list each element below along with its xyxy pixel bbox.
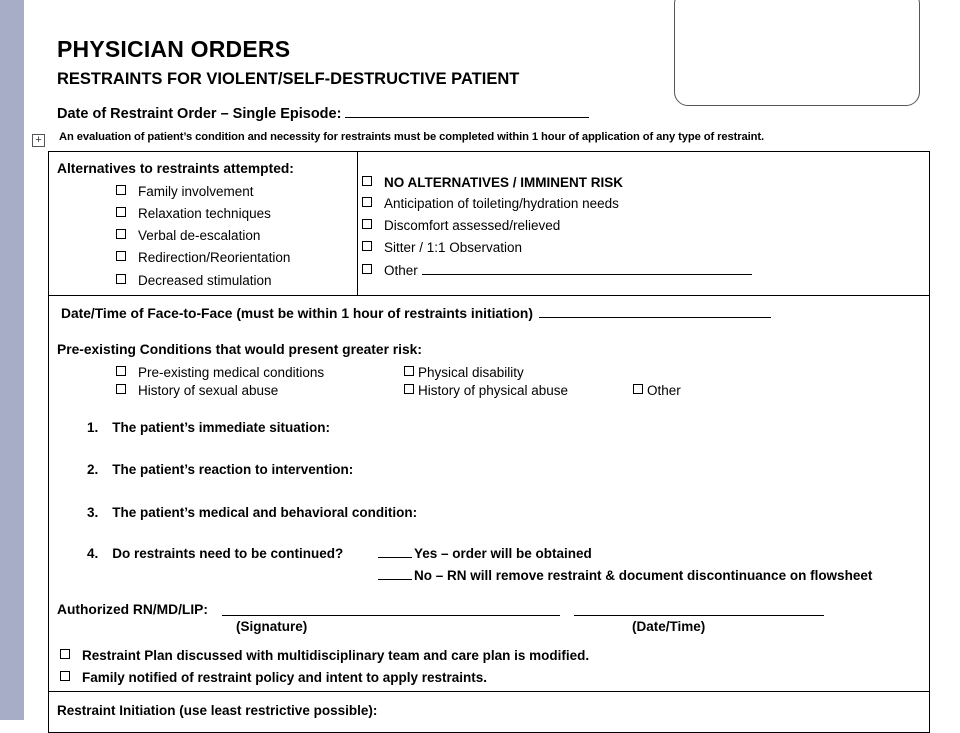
continue-no-blank[interactable]	[378, 579, 412, 580]
checkbox[interactable]	[116, 384, 126, 394]
authorized-label: Authorized RN/MD/LIP:	[57, 602, 208, 617]
checkbox[interactable]	[404, 384, 414, 394]
section-divider	[48, 295, 930, 296]
checkbox[interactable]	[116, 274, 126, 284]
checkbox[interactable]	[116, 229, 126, 239]
question-1: 1. The patient’s immediate situation:	[87, 420, 331, 435]
face-to-face-field[interactable]	[61, 306, 771, 321]
page-subtitle: RESTRAINTS FOR VIOLENT/SELF-DESTRUCTIVE PATIENT	[57, 70, 520, 88]
section-divider	[48, 691, 930, 692]
family-notified-item[interactable]: Family notified of restraint policy and intent to apply restraints.	[60, 670, 487, 685]
alt-decreased-stimulation[interactable]: Decreased stimulation	[116, 273, 272, 288]
checkbox[interactable]	[116, 366, 126, 376]
checkbox[interactable]	[116, 185, 126, 195]
continue-no-option[interactable]: No – RN will remove restraint & document discontinuance on flowsheet	[378, 568, 872, 583]
question-3: 3. The patient’s medical and behavioral condition:	[87, 505, 418, 520]
alt-no-alternatives[interactable]: NO ALTERNATIVES / IMMINENT RISK	[362, 175, 623, 190]
page-title: PHYSICIAN ORDERS	[57, 36, 291, 62]
alt-relaxation-techniques[interactable]: Relaxation techniques	[116, 206, 271, 221]
alt-redirection-reorientation[interactable]: Redirection/Reorientation	[116, 250, 290, 265]
alt-other-blank[interactable]	[422, 274, 752, 275]
checkbox[interactable]	[116, 251, 126, 261]
alternatives-column-divider	[357, 151, 358, 295]
pre-physical-disability[interactable]: Physical disability	[404, 365, 524, 380]
continue-yes-option[interactable]: Yes – order will be obtained	[378, 546, 592, 561]
continue-yes-blank[interactable]	[378, 557, 412, 558]
checkbox[interactable]	[404, 366, 414, 376]
pre-physical-abuse[interactable]: History of physical abuse	[404, 383, 568, 398]
face-to-face-blank[interactable]	[539, 317, 771, 318]
pre-medical-conditions[interactable]: Pre-existing medical conditions	[116, 365, 324, 380]
signature-caption: (Signature)	[236, 619, 308, 634]
signature-line[interactable]	[222, 615, 560, 616]
pre-sexual-abuse[interactable]: History of sexual abuse	[116, 383, 278, 398]
face-to-face-label: Date/Time of Face-to-Face (must be within 1 hour of restraints initiation)	[61, 306, 533, 321]
table-move-handle-icon[interactable]: +	[32, 134, 45, 147]
date-of-order-label: Date of Restraint Order – Single Episode:	[57, 106, 342, 122]
checkbox[interactable]	[60, 649, 70, 659]
alt-toileting-hydration[interactable]: Anticipation of toileting/hydration needs	[362, 196, 619, 211]
pre-other[interactable]: Other	[633, 383, 681, 398]
evaluation-note: An evaluation of patient’s condition and necessity for restraints must be completed within 1 hour of application of any type of restraint.	[59, 131, 764, 143]
plan-discussed-item[interactable]: Restraint Plan discussed with multidisciplinary team and care plan is modified.	[60, 648, 589, 663]
datetime-caption: (Date/Time)	[632, 619, 706, 634]
question-2: 2. The patient’s reaction to intervention:	[87, 462, 354, 477]
restraint-initiation-heading: Restraint Initiation (use least restrictive possible):	[57, 703, 378, 718]
checkbox[interactable]	[116, 207, 126, 217]
checkbox[interactable]	[362, 176, 372, 186]
alt-verbal-de-escalation[interactable]: Verbal de-escalation	[116, 228, 260, 243]
alt-family-involvement[interactable]: Family involvement	[116, 184, 254, 199]
checkbox[interactable]	[362, 219, 372, 229]
preexisting-heading: Pre-existing Conditions that would present greater risk:	[57, 342, 422, 357]
date-of-order-field[interactable]	[57, 103, 589, 122]
checkbox[interactable]	[362, 197, 372, 207]
question-4: 4. Do restraints need to be continued?	[87, 546, 344, 561]
alt-sitter-observation[interactable]: Sitter / 1:1 Observation	[362, 240, 522, 255]
datetime-line[interactable]	[574, 615, 824, 616]
checkbox[interactable]	[60, 671, 70, 681]
checkbox[interactable]	[362, 241, 372, 251]
alt-other[interactable]: Other	[362, 263, 752, 278]
page-left-margin	[0, 0, 24, 720]
alt-discomfort-assessed[interactable]: Discomfort assessed/relieved	[362, 218, 560, 233]
date-of-order-blank[interactable]	[345, 103, 589, 118]
checkbox[interactable]	[362, 264, 372, 274]
checkbox[interactable]	[633, 384, 643, 394]
alternatives-heading: Alternatives to restraints attempted:	[57, 161, 294, 176]
logo-placeholder-box	[674, 0, 920, 106]
